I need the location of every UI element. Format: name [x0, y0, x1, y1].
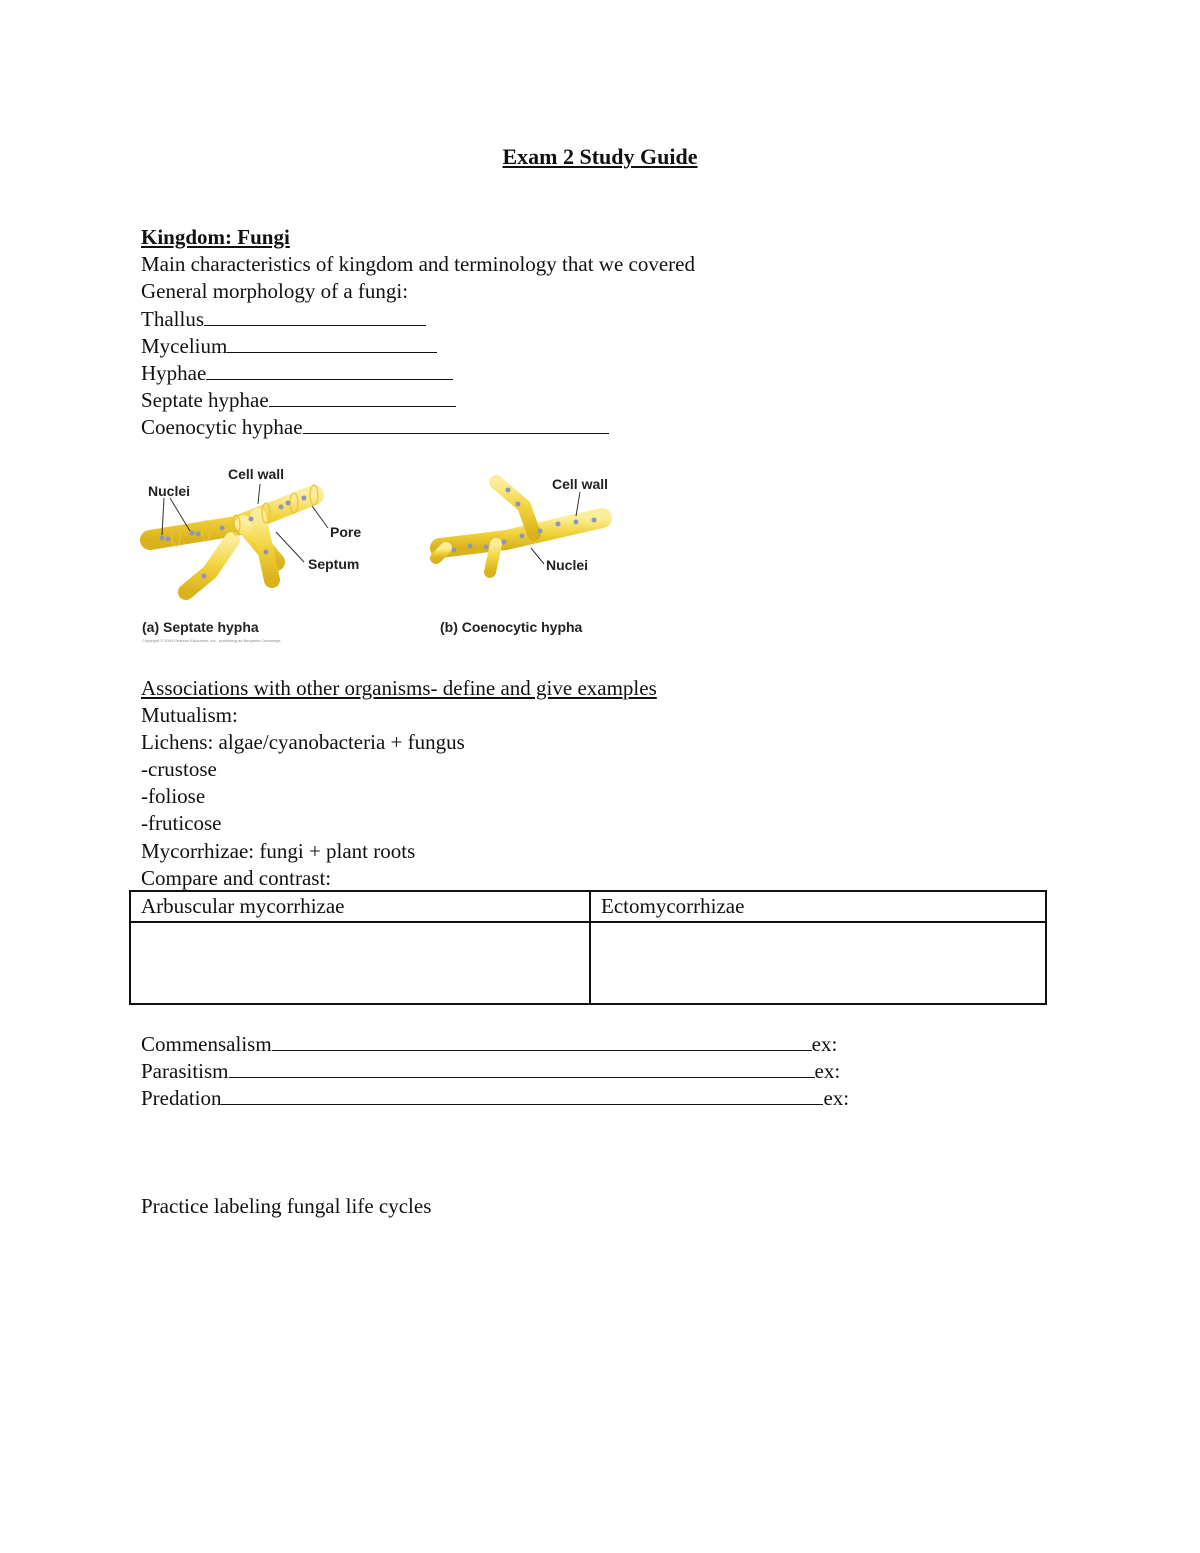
lichen-type-fruticose: -fruticose	[141, 811, 222, 835]
hypha-figure	[136, 462, 616, 652]
figure-copyright: Copyright © 2004 Pearson Education, Inc., publishing as Benjamin Cummings.	[142, 638, 282, 643]
label-pore: Pore	[330, 524, 362, 540]
label-nuclei-b: Nuclei	[546, 557, 589, 573]
answer-blank[interactable]	[303, 413, 609, 434]
coenocytic-hypha-illustration	[436, 476, 608, 635]
label-nuclei: Nuclei	[148, 483, 191, 499]
answer-blank[interactable]	[227, 332, 437, 353]
closing-line: Practice labeling fungal life cycles	[141, 1194, 432, 1218]
lichens-line: Lichens: algae/cyanobacteria + fungus	[141, 730, 465, 754]
mutualism-label: Mutualism:	[141, 703, 238, 727]
page-title: Exam 2 Study Guide	[502, 144, 698, 169]
commensalism-row: Commensalism ex:	[141, 1032, 838, 1056]
predation-row: Predation ex:	[141, 1086, 850, 1110]
answer-blank[interactable]	[229, 1057, 815, 1078]
table-header-ecto: Ectomycorrhizae	[590, 891, 1046, 922]
section-heading: Kingdom: Fungi	[141, 225, 290, 249]
parasitism-row: Parasitism ex:	[141, 1059, 841, 1083]
answer-blank[interactable]	[206, 359, 453, 380]
answer-blank[interactable]	[221, 1084, 823, 1105]
table-cell-ecto[interactable]	[590, 922, 1046, 1004]
answer-blank[interactable]	[204, 305, 426, 326]
mycorrhizae-line: Mycorrhizae: fungi + plant roots	[141, 839, 416, 863]
septate-hypha-illustration	[142, 466, 361, 643]
label-cell-wall: Cell wall	[228, 466, 285, 482]
intro-line-2: General morphology of a fungi:	[141, 279, 409, 303]
associations-heading: Associations with other organisms- define and give examples	[141, 676, 657, 700]
compare-label: Compare and contrast:	[141, 866, 332, 890]
term-mycelium: Mycelium	[141, 332, 437, 360]
comparison-table	[129, 890, 1047, 1005]
label-septum: Septum	[308, 556, 360, 572]
term-coenocytic-hyphae: Coenocytic hyphae	[141, 413, 609, 441]
intro-line-1: Main characteristics of kingdom and terminology that we covered	[141, 252, 695, 276]
lichen-type-crustose: -crustose	[141, 757, 217, 781]
caption-coenocytic: (b) Coenocytic hypha	[440, 619, 583, 635]
caption-septate: (a) Septate hypha	[142, 619, 259, 635]
term-hyphae: Hyphae	[141, 359, 453, 387]
term-septate-hyphae: Septate hyphae	[141, 386, 456, 414]
answer-blank[interactable]	[272, 1030, 812, 1051]
lichen-type-foliose: -foliose	[141, 784, 206, 808]
answer-blank[interactable]	[269, 386, 456, 407]
label-cell-wall-b: Cell wall	[552, 476, 609, 492]
table-cell-arbuscular[interactable]	[130, 922, 590, 1004]
term-thallus: Thallus	[141, 305, 426, 333]
table-header-arbuscular: Arbuscular mycorrhizae	[130, 891, 590, 922]
